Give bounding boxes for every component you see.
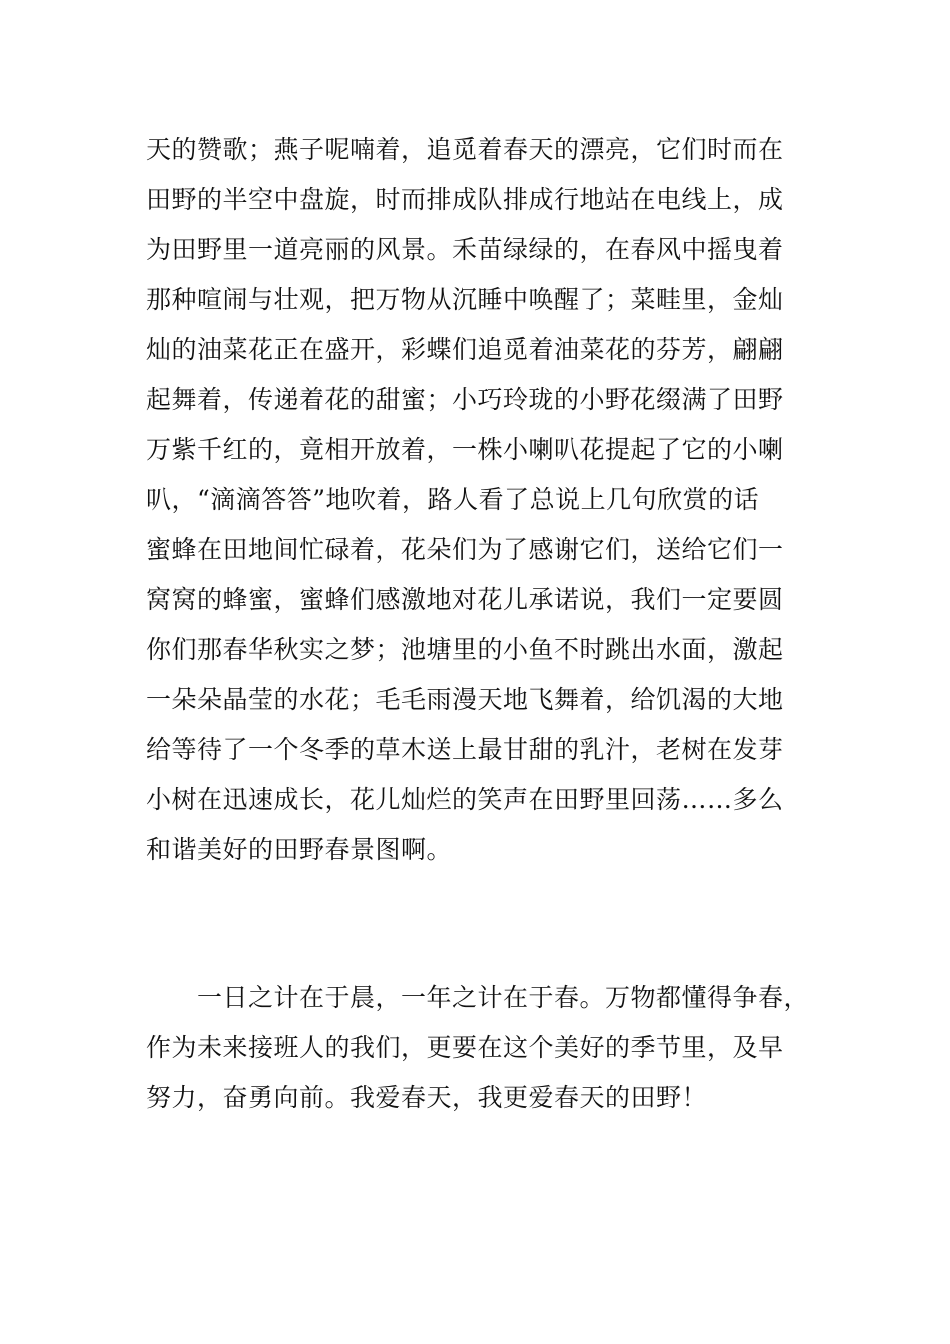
text-line: 叭，“滴滴答答”地吹着，路人看了总说上几句欣赏的话 <box>146 485 760 514</box>
text-line: 蜜蜂在田地间忙碌着，花朵们为了感谢它们，送给它们一 <box>146 535 784 564</box>
text-line: 灿的油菜花正在盛开，彩蝶们追觅着油菜花的芬芳，翩翩 <box>146 335 784 364</box>
paragraph-2 <box>146 973 846 1123</box>
text-line: 天的赞歌；燕子呢喃着，追觅着春天的漂亮，它们时而在 <box>146 135 784 164</box>
text-line: 小树在迅速成长，花儿灿烂的笑声在田野里回荡……多么 <box>146 785 784 814</box>
text-line: 那种喧闹与壮观，把万物从沉睡中唤醒了；菜畦里，金灿 <box>146 285 784 314</box>
text-line: 和谐美好的田野春景图啊。 <box>146 835 453 864</box>
text-line: 给等待了一个冬季的草木送上最甘甜的乳汁，老树在发芽 <box>146 735 784 764</box>
text-line: 起舞着，传递着花的甜蜜；小巧玲珑的小野花缀满了田野 <box>146 385 784 414</box>
text-line: 作为未来接班人的我们，更要在这个美好的季节里，及早 <box>146 1033 784 1062</box>
text-line: 田野的半空中盘旋，时而排成队排成行地站在电线上，成 <box>146 185 784 214</box>
paragraph-1 <box>146 125 846 875</box>
text-line: 你们那春华秋实之梦；池塘里的小鱼不时跳出水面，激起 <box>146 635 784 664</box>
text-line: 万紫千红的，竟相开放着，一株小喇叭花提起了它的小喇 <box>146 435 784 464</box>
text-line: 一日之计在于晨，一年之计在于春。万物都懂得争春， <box>146 983 810 1012</box>
text-line: 窝窝的蜂蜜，蜜蜂们感激地对花儿承诺说，我们一定要圆 <box>146 585 784 614</box>
text-line: 一朵朵晶莹的水花；毛毛雨漫天地飞舞着，给饥渴的大地 <box>146 685 784 714</box>
text-line: 为田野里一道亮丽的风景。禾苗绿绿的，在春风中摇曳着 <box>146 235 784 264</box>
text-line: 努力，奋勇向前。我爱春天，我更爱春天的田野！ <box>146 1083 708 1112</box>
